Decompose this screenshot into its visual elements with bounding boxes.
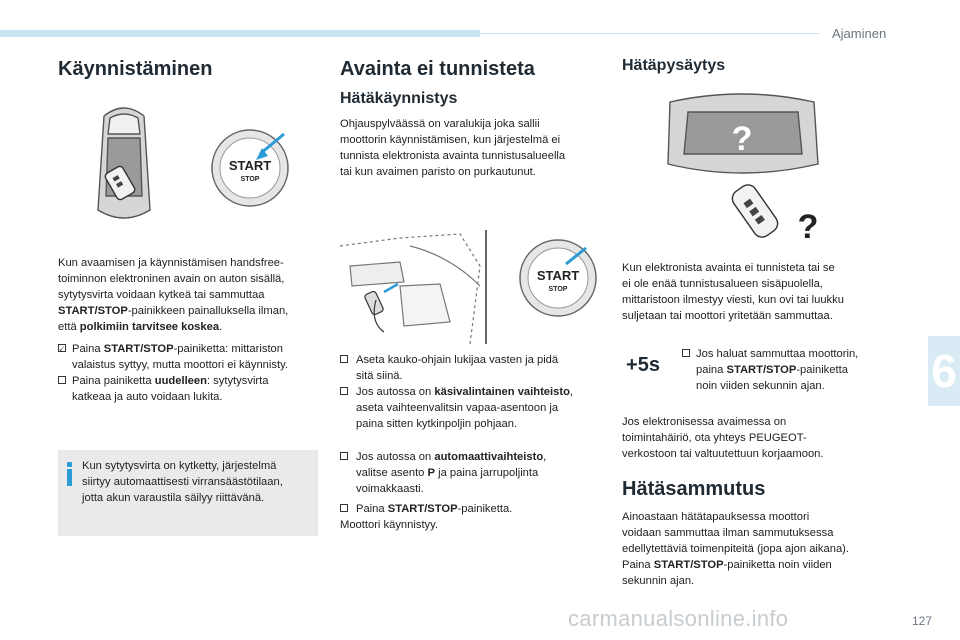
svg-text:STOP: STOP <box>240 176 260 183</box>
emergency-start-bullet-2: Jos autossa on käsivalintainen vaihteisto, aseta vaihteenvalitsin vapaa-asentoon ja paina sitten kytkinpoljin pohjaan. <box>356 386 574 430</box>
start-stop-button-icon-2 <box>520 240 596 316</box>
starting-bullet-1-text: Paina START/STOP-painiketta: mittariston valaistus syttyy, mutta moottori ei käynnisty. <box>72 343 288 371</box>
chapter-tab <box>928 336 960 406</box>
key-fob-icon-2 <box>729 181 781 240</box>
starting-bullet-1: 🗸 <box>58 344 65 355</box>
car-question-illustration <box>664 92 824 242</box>
info-text: Kun sytytysvirta on kytketty, järjestelmä siirtyy automaattisesti virransäästötilaan, jotta akun varaustila säilyy riittävänä. <box>82 460 283 504</box>
section-title-emergency-stop-warning: Hätäpysäytys <box>622 57 726 74</box>
chapter-title: Ajaminen <box>832 26 887 41</box>
section-title-emergency-shutdown: Hätäsammutus <box>622 478 766 500</box>
car-key-illustration <box>86 98 300 228</box>
bullet-marker <box>58 344 66 352</box>
start-stop-button-icon <box>212 130 288 206</box>
starting-paragraph: Kun avaamisen ja käynnistämisen handsfree- toiminnon elektroninen avain on auton sisällä, sytytysvirta voidaan kytkeä tai sammuttaa START/STOP-painikkeen painalluksella ilman, että polkimiin tarvitsee koskea. <box>58 257 289 333</box>
svg-text:START: START <box>536 268 580 283</box>
svg-text:STOP: STOP <box>548 286 568 293</box>
steering-column-illustration <box>340 226 602 344</box>
key-malfunction-paragraph: Jos elektronisessa avaimessa on toimintahäiriö, ota yhteys PEUGEOT- verkostoon tai valtuutettuun korjaamoon. <box>622 416 824 460</box>
engine-starts-text: Moottori käynnistyy. <box>340 519 439 531</box>
page-number: 127 <box>912 614 933 628</box>
chapter-number: 6 <box>931 345 957 397</box>
svg-text:?: ? <box>797 208 819 242</box>
svg-text:+5s: +5s <box>626 354 660 376</box>
emergency-start-bullet-3: Jos autossa on automaattivaihteisto, valitse asento P ja paina jarrupoljinta voimakkaasti. <box>356 451 547 495</box>
emergency-stop-bullet: Jos haluat sammuttaa moottorin, paina START/STOP-painiketta noin viiden sekunnin ajan. <box>696 348 859 392</box>
starting-bullet-2: Paina painiketta uudelleen: sytytysvirta katkeaa ja auto voidaan lukita. <box>72 375 269 403</box>
info-icon <box>66 462 72 484</box>
bullet-marker <box>340 387 348 395</box>
emergency-stop-paragraph: Kun elektronista avainta ei tunnisteta tai se ei ole enää tunnistusalueen sisäpuolella, mittaristoon ilmestyy viesti, kun ovi tai luukku suljetaan tai moottori yritetään sammuttaa. <box>622 262 844 322</box>
section-title-key-not-detected: Avainta ei tunnisteta <box>340 58 535 80</box>
section-title-starting: Käynnistäminen <box>58 58 213 80</box>
emergency-start-paragraph: Ohjauspylväässä on varalukija joka sallii moottorin käynnistämisen, kun järjestelmä ei tunnista elektronista avainta tunnistusalueella tai kun avaimen paristo on purkautunut. <box>340 118 566 178</box>
info-box <box>58 450 318 536</box>
svg-text:?: ? <box>731 120 753 158</box>
emergency-start-bullet-4: Paina START/STOP-painiketta. <box>356 503 513 515</box>
bullet-marker <box>340 355 348 363</box>
five-seconds-badge-icon <box>622 349 664 379</box>
bullet-marker <box>340 452 348 460</box>
emergency-start-bullet-1: Aseta kauko-ohjain lukijaa vasten ja pidä sitä siinä. <box>356 354 559 382</box>
header-bar <box>0 30 480 37</box>
bullet-marker <box>340 504 348 512</box>
subsection-title-emergency-start: Hätäkäynnistys <box>340 90 458 107</box>
key-reader-icon <box>364 284 398 332</box>
emergency-shutdown-paragraph: Ainoastaan hätätapauksessa moottori voidaan sammuttaa ilman sammutuksessa edellytettäviä toimenpiteitä (jopa ajon aikana). Paina START/STOP-painiketta noin viiden sekunnin ajan. <box>622 511 849 587</box>
svg-text:START: START <box>228 158 272 173</box>
bullet-marker <box>58 376 66 384</box>
watermark: carmanualsonline.info <box>568 606 789 631</box>
